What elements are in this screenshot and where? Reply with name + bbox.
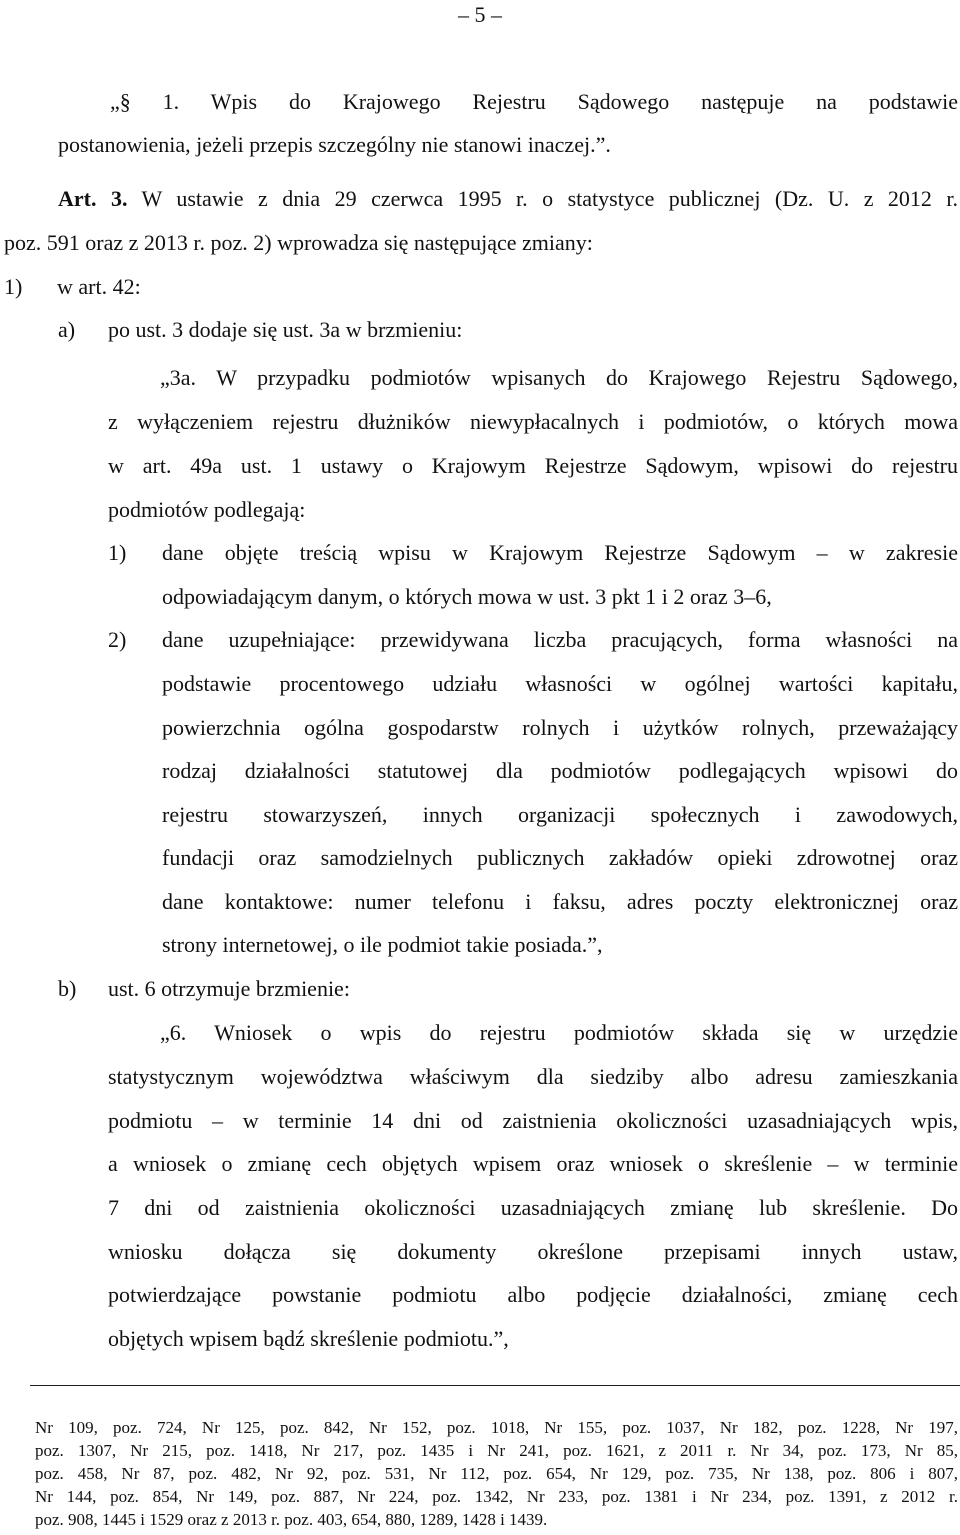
ust-3a-line-3: w art. 49a ust. 1 ustawy o Krajowym Rejestrze Sądowym, wpisowi do rejestru (108, 453, 958, 478)
sub-point-2-line-5: rejestru stowarzyszeń, innych organizacji społecznych i zawodowych, (162, 802, 958, 827)
article-3-line-2: poz. 591 oraz z 2013 r. poz. 2) wprowadza się następujące zmiany: (4, 230, 593, 255)
ust-6-line-8: objętych wpisem bądź skreślenie podmiotu.”, (108, 1326, 509, 1351)
footnote-line-4: Nr 144, poz. 854, Nr 149, poz. 887, Nr 224, poz. 1342, Nr 233, poz. 1381 i Nr 234, poz. 1391, z 2012 r. (35, 1487, 958, 1506)
point-a-text: po ust. 3 dodaje się ust. 3a w brzmieniu: (108, 317, 463, 342)
footnote-line-5: poz. 908, 1445 i 1529 oraz z 2013 r. poz. 403, 654, 880, 1289, 1428 i 1439. (35, 1510, 548, 1529)
sub-point-2-line-8: strony internetowej, o ile podmiot takie posiada.”, (162, 932, 603, 957)
ust-6-line-6: wniosku dołącza się dokumenty określone przepisami innych ustaw, (108, 1239, 958, 1264)
ust-6-line-5: 7 dni od zaistnienia okoliczności uzasadniających zmianę lub skreślenie. Do (108, 1195, 958, 1220)
paragraph-1-line-1: „§ 1. Wpis do Krajowego Rejestru Sądowego następuje na podstawie (110, 89, 958, 114)
ust-3a-line-4: podmiotów podlegają: (108, 497, 306, 522)
sub-point-2-line-4: rodzaj działalności statutowej dla podmiotów podlegających wpisowi do (162, 758, 958, 783)
sub-point-2-line-7: dane kontaktowe: numer telefonu i faksu, adres poczty elektronicznej oraz (162, 889, 958, 914)
sub-point-1-line-2: odpowiadającym danym, o których mowa w ust. 3 pkt 1 i 2 oraz 3–6, (162, 584, 772, 609)
sub-point-2-number: 2) (108, 627, 127, 652)
ust-3a-line-1: „3a. W przypadku podmiotów wpisanych do Krajowego Rejestru Sądowego, (160, 365, 958, 390)
point-1-number: 1) (4, 274, 23, 299)
point-b-text: ust. 6 otrzymuje brzmienie: (108, 976, 350, 1001)
ust-6-line-2: statystycznym województwa właściwym dla siedziby albo adresu zamieszkania (108, 1064, 958, 1089)
article-3-line-1 (58, 184, 958, 214)
ust-6-line-1: „6. Wniosek o wpis do rejestru podmiotów składa się w urzędzie (160, 1020, 958, 1045)
article-3-intro: W ustawie z dnia 29 czerwca 1995 r. o statystyce publicznej (Dz. U. z 2012 r. (127, 186, 959, 211)
ust-6-line-4: a wniosek o zmianę cech objętych wpisem oraz wniosek o skreślenie – w terminie (108, 1151, 958, 1176)
sub-point-1-number: 1) (108, 540, 127, 565)
sub-point-2-line-1: dane uzupełniające: przewidywana liczba pracujących, forma własności na (162, 627, 958, 652)
ust-3a-line-2: z wyłączeniem rejestru dłużników niewypłacalnych i podmiotów, o których mowa (108, 409, 958, 434)
ust-6-line-3: podmiotu – w terminie 14 dni od zaistnienia okoliczności uzasadniających wpis, (108, 1108, 958, 1133)
footnote-separator (30, 1385, 960, 1386)
footnote-line-2: poz. 1307, Nr 215, poz. 1418, Nr 217, poz. 1435 i Nr 241, poz. 1621, z 2011 r. Nr 34, poz. 173, Nr 85, (35, 1441, 958, 1460)
article-3-heading: Art. 3. (58, 186, 128, 211)
footnote-line-1: Nr 109, poz. 724, Nr 125, poz. 842, Nr 152, poz. 1018, Nr 155, poz. 1037, Nr 182, poz. 1228, Nr 197, (35, 1418, 958, 1437)
point-1-text: w art. 42: (57, 274, 141, 299)
sub-point-1-line-1: dane objęte treścią wpisu w Krajowym Rejestrze Sądowym – w zakresie (162, 540, 958, 565)
sub-point-2-line-3: powierzchnia ogólna gospodarstw rolnych i użytków rolnych, przeważający (162, 715, 958, 740)
ust-6-line-7: potwierdzające powstanie podmiotu albo podjęcie działalności, zmianę cech (108, 1282, 958, 1307)
sub-point-2-line-6: fundacji oraz samodzielnych publicznych zakładów opieki zdrowotnej oraz (162, 845, 958, 870)
paragraph-1-line-2: postanowienia, jeżeli przepis szczególny nie stanowi inaczej.”. (58, 132, 611, 157)
page-number: – 5 – (458, 2, 502, 27)
point-a-number: a) (58, 317, 76, 342)
footnote-line-3: poz. 458, Nr 87, poz. 482, Nr 92, poz. 531, Nr 112, poz. 654, Nr 129, poz. 735, Nr 138, poz. 806 i 807, (35, 1464, 958, 1483)
point-b-number: b) (58, 976, 77, 1001)
sub-point-2-line-2: podstawie procentowego udziału własności w ogólnej wartości kapitału, (162, 671, 958, 696)
